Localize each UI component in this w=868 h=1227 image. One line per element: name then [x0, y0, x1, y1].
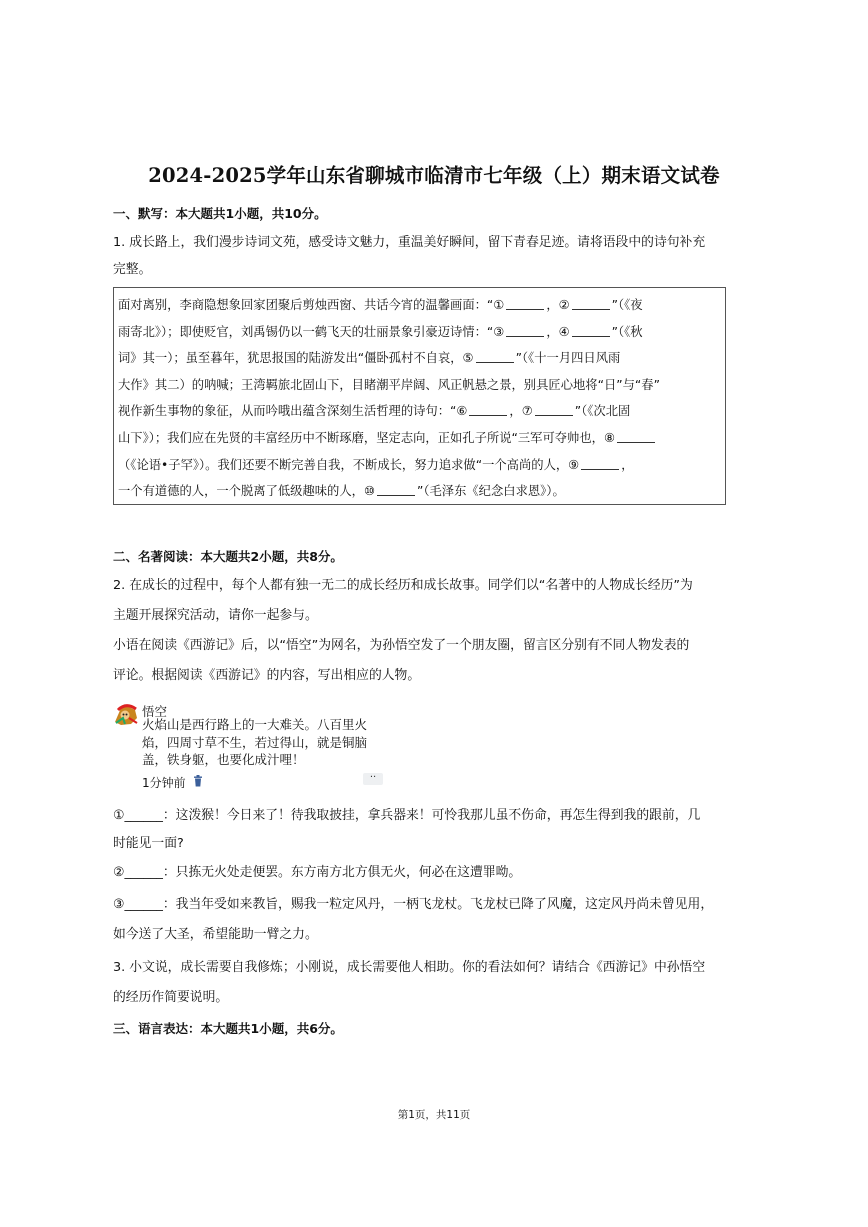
box-line-5: 视作新生事物的象征，从而吟哦出蕴含深刻生活哲理的诗句：“⑥ ，⑦ ”（《次北固: [118, 404, 631, 419]
moment-text: [142, 716, 394, 769]
q2-line-4: 评论。根据阅读《西游记》的内容，写出相应的人物。: [113, 668, 421, 683]
blank-6[interactable]: [469, 403, 507, 416]
monkey-king-avatar-icon: [113, 702, 139, 726]
blank-2[interactable]: [572, 297, 610, 310]
trash-icon[interactable]: [193, 775, 203, 787]
box-line-4: 大作》其二）的呐喊；王湾羁旅北固山下，目睹潮平岸阔、风正帆悬之景，别具匠心地将“日”与“春”: [118, 377, 660, 392]
blank-3[interactable]: [506, 324, 544, 337]
box-line-1: 面对离别，李商隐想象回家团聚后剪烛西窗、共话今宵的温馨画面：“① ，② ”（《夜: [118, 298, 643, 312]
moment-time: 1分钟前: [142, 776, 186, 790]
q3-line-1: 3. 小文说，成长需要自我修炼；小刚说，成长需要他人相助。你的看法如何？请结合《西游记》中孙悟空: [113, 960, 706, 975]
exam-title: 2024-2025学年山东省聊城市临清市七年级（上）期末语文试卷: [148, 164, 720, 187]
comment-3-line-2: 如今送了大圣，希望能助一臂之力。: [113, 927, 318, 942]
more-options-icon[interactable]: ··: [363, 773, 383, 785]
moment-text-line: 焰，四周寸草不生，若过得山，就是铜脑: [142, 734, 368, 750]
q1-line-2: 完整。: [113, 262, 152, 277]
box-line-2: 雨寄北》）；即使贬官，刘禹锡仍以一鹤飞天的壮丽景象引豪迈诗情：“③ ，④ ”（《秋: [118, 324, 643, 339]
blank-7[interactable]: [535, 403, 573, 416]
blank-9[interactable]: [581, 457, 619, 470]
section-3-heading: 三、语言表达：本大题共1小题，共6分。: [113, 1021, 343, 1036]
blank-4[interactable]: [572, 324, 610, 337]
section-1-heading: 一、默写：本大题共1小题，共10分。: [113, 206, 327, 221]
q2-line-1: 2. 在成长的过程中，每个人都有独一无二的成长经历和成长故事。同学们以“名著中的人物成长经历”为: [113, 578, 693, 593]
comment-2: ②______：只拣无火处走便罢。东方南方北方俱无火，何必在这遭罪呦。: [113, 865, 522, 880]
q2-line-3: 小语在阅读《西游记》后，以“悟空”为网名，为孙悟空发了一个朋友圈，留言区分别有不同人物发表的: [113, 638, 690, 653]
box-line-7: （《论语•子罕》）。我们还要不断完善自我，不断成长，努力追求做“一个高尚的人，⑨ ，: [118, 457, 634, 472]
blank-10[interactable]: [377, 483, 415, 496]
wechat-moment-post: [113, 702, 393, 792]
q2-line-2: 主题开展探究活动，请你一起参与。: [113, 608, 318, 623]
comment-1-line-2: 时能见一面?: [113, 836, 184, 851]
q1-line-1: 1. 成长路上，我们漫步诗词文苑，感受诗文魅力，重温美好瞬间，留下青春足迹。请将语段中的诗句补充: [113, 235, 706, 250]
blank-5[interactable]: [476, 350, 514, 363]
moment-text-line: 火焰山是西行路上的一大难关。八百里火: [142, 717, 368, 732]
blank-8[interactable]: [617, 430, 655, 443]
moment-username: 悟空: [142, 704, 168, 719]
comment-1-line-1: ①______：这泼猴！今日来了！待我取披挂，拿兵器来！可怜我那儿虽不伤命，再怎生得到我的跟前，几: [113, 808, 701, 823]
box-line-6: 山下》）；我们应在先贤的丰富经历中不断琢磨，坚定志向，正如孔子所说“三军可夺帅也，⑧: [118, 425, 721, 452]
q3-line-2: 的经历作简要说明。: [113, 990, 229, 1005]
box-line-3: 词》其一）；虽至暮年，犹思报国的陆游发出“僵卧孤村不自哀，⑤ ”（《十一月四日风雨: [118, 351, 621, 366]
comment-3-line-1: ③______：我当年受如来教旨，赐我一粒定风丹，一柄飞龙杖。飞龙杖已降了风魔，这定风丹尚未曾见用，: [113, 897, 714, 912]
moment-text-line: 盖，铁身躯，也要化成汁哩！: [142, 752, 305, 767]
page-number: 第1页，共11页: [397, 1109, 471, 1121]
box-line-8: 一个有道德的人，一个脱离了低级趣味的人，⑩ ”（毛泽东《纪念白求恩》）。: [118, 484, 565, 499]
poem-fill-box: [113, 287, 726, 505]
blank-1[interactable]: [506, 297, 544, 310]
section-2-heading: 二、名著阅读：本大题共2小题，共8分。: [113, 549, 343, 564]
